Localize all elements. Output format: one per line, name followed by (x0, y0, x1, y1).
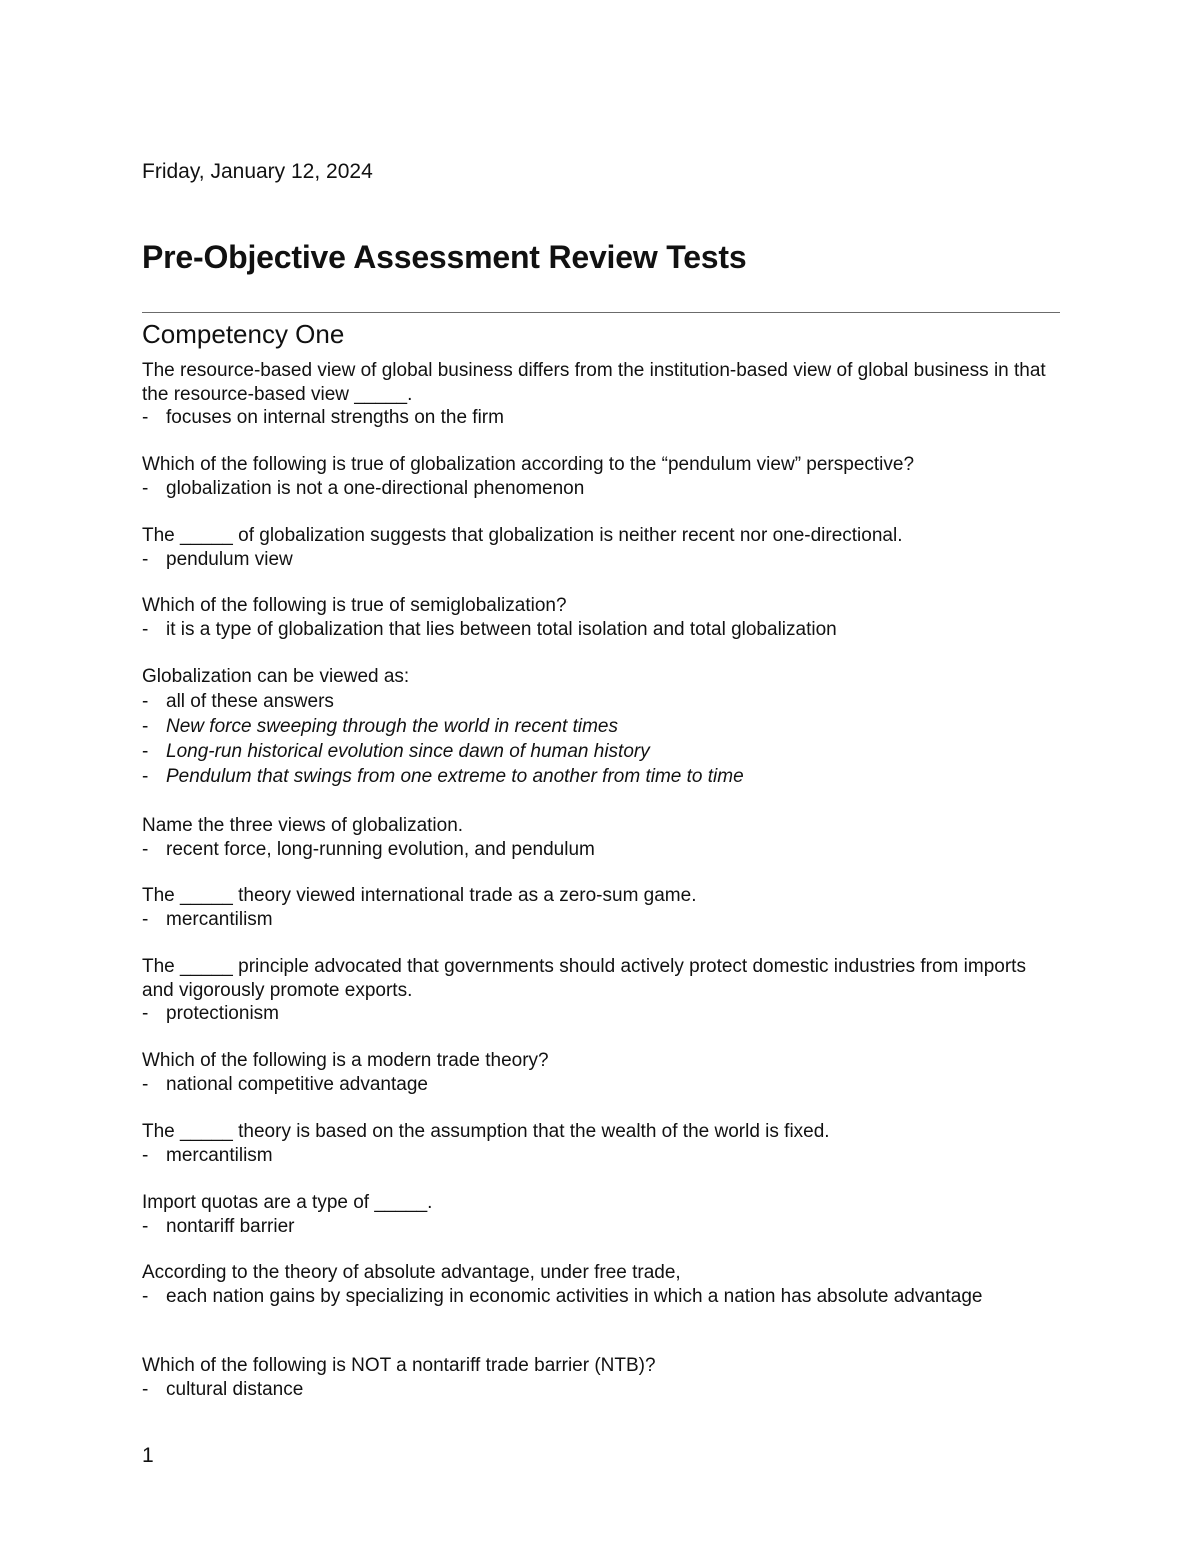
question-block (142, 814, 1060, 861)
answer-text: national competitive advantage (166, 1073, 428, 1095)
answer-item (142, 1215, 1060, 1239)
question-text: The resource-based view of global business differs from the institution-based view of global business in that the resource-based view _____. (142, 360, 1046, 405)
question-block (142, 1191, 1060, 1238)
answer-dash: - (142, 1285, 149, 1307)
answer-item (142, 618, 1060, 642)
question-text: Import quotas are a type of _____. (142, 1192, 433, 1213)
section-heading: Competency One (142, 319, 345, 349)
answer-text: mercantilism (166, 908, 273, 930)
question-text: The _____ of globalization suggests that globalization is neither recent nor one-directional. (142, 525, 903, 546)
answer-text: Pendulum that swings from one extreme to another from time to time (166, 765, 744, 787)
answer-text: New force sweeping through the world in recent times (166, 715, 619, 737)
document-title: Pre-Objective Assessment Review Tests (142, 239, 747, 275)
answer-dash: - (142, 618, 149, 640)
question-block (142, 1120, 1060, 1167)
question-block (142, 453, 1060, 500)
answer-dash: - (142, 838, 149, 860)
answer-text: nontariff barrier (166, 1215, 295, 1237)
answer-item (142, 838, 1060, 862)
answer-text: each nation gains by specializing in economic activities in which a nation has absolute advantage (166, 1285, 983, 1307)
question-block (142, 665, 1060, 789)
answer-dash: - (142, 1215, 149, 1237)
question-block (142, 1049, 1060, 1096)
title-divider (142, 312, 1060, 313)
question-block (142, 955, 1060, 1026)
question-text: Which of the following is a modern trade theory? (142, 1050, 549, 1071)
answer-dash: - (142, 765, 149, 787)
answer-text: Long-run historical evolution since dawn of human history (166, 740, 650, 762)
answer-item (142, 1144, 1060, 1168)
answer-dash: - (142, 1073, 149, 1095)
answer-dash: - (142, 1003, 149, 1024)
question-text: Which of the following is true of globalization according to the “pendulum view” perspective? (142, 454, 915, 475)
question-text: Which of the following is NOT a nontariff trade barrier (NTB)? (142, 1355, 656, 1376)
answer-text: globalization is not a one-directional phenomenon (166, 477, 585, 499)
answer-item (142, 739, 1060, 764)
answer-item (142, 548, 1060, 572)
answer-text: protectionism (166, 1003, 279, 1024)
answer-item (142, 764, 1060, 789)
question-block (142, 524, 1060, 571)
answer-item (142, 908, 1060, 932)
question-block (142, 594, 1060, 641)
question-block (142, 1354, 1060, 1401)
answer-item (142, 689, 1060, 714)
question-text: Which of the following is true of semiglobalization? (142, 595, 567, 616)
answer-dash: - (142, 548, 149, 570)
answer-dash: - (142, 407, 149, 428)
answer-dash: - (142, 1144, 149, 1166)
question-text: The _____ principle advocated that governments should actively protect domestic industries from imports and vigorously promote exports. (142, 956, 1026, 1001)
answer-dash: - (142, 715, 149, 737)
question-text: Name the three views of globalization. (142, 815, 464, 836)
answer-text: focuses on internal strengths on the firm (166, 407, 504, 428)
answer-dash: - (142, 1378, 149, 1400)
question-text: The _____ theory is based on the assumption that the wealth of the world is fixed. (142, 1121, 830, 1142)
question-text: The _____ theory viewed international trade as a zero-sum game. (142, 885, 697, 906)
answer-dash: - (142, 908, 149, 930)
answer-text: all of these answers (166, 690, 334, 712)
answer-text: it is a type of globalization that lies between total isolation and total globalization (166, 618, 837, 640)
page-number: 1 (142, 1444, 154, 1467)
question-block (142, 359, 1060, 430)
answer-item (142, 1378, 1060, 1402)
answer-dash: - (142, 477, 149, 499)
question-block (142, 884, 1060, 931)
answer-text: pendulum view (166, 548, 293, 570)
answer-item (142, 1073, 1060, 1097)
answer-item (142, 714, 1060, 739)
answer-text: mercantilism (166, 1144, 273, 1166)
question-text: Globalization can be viewed as: (142, 666, 410, 687)
answer-item (142, 477, 1060, 501)
question-block (142, 1261, 1060, 1308)
answer-item (142, 1002, 1060, 1026)
document-date: Friday, January 12, 2024 (142, 160, 373, 183)
answer-dash: - (142, 690, 149, 712)
question-text: According to the theory of absolute advantage, under free trade, (142, 1262, 681, 1283)
answer-text: cultural distance (166, 1378, 304, 1400)
answer-item (142, 1285, 1026, 1309)
answer-dash: - (142, 740, 149, 762)
answer-text: recent force, long-running evolution, and pendulum (166, 838, 595, 860)
answer-item (142, 406, 1060, 430)
